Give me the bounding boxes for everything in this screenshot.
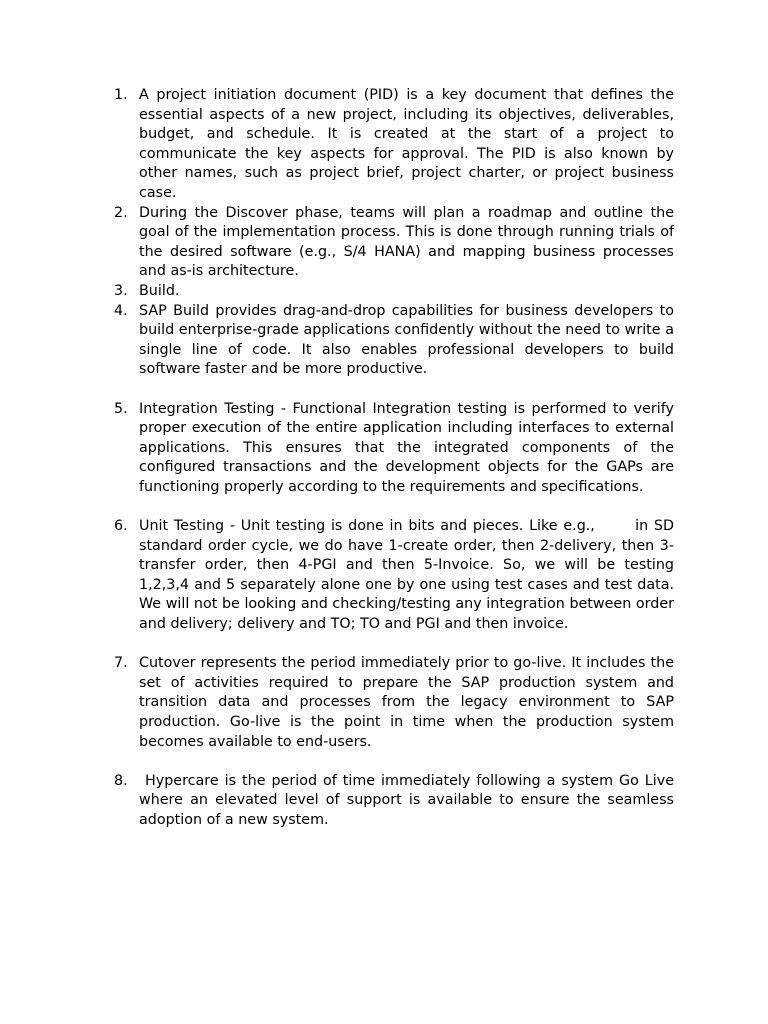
- list-item-text: Cutover represents the period immediately prior to go-live. It includes the set of activities required to prepare the SAP production system and transition data and processes from the legacy environment to SAP production. Go-live is the point in time when the production system becomes available to end-users.: [139, 655, 679, 750]
- list-item: [114, 772, 679, 831]
- list-item-text: Build.: [139, 282, 180, 299]
- paragraph-spacer: [114, 752, 674, 772]
- list-item: [114, 654, 679, 752]
- list-item-text: During the Discover phase, teams will plan a roadmap and outline the goal of the implementation process. This is done through running trials of the desired software (e.g., S/4 HANA) and mapping business processes and as-is architecture.: [139, 204, 679, 280]
- list-item-number: 8.: [114, 772, 128, 789]
- list-item: [114, 282, 674, 302]
- list-item-number: 1.: [114, 87, 128, 103]
- list-item-text: A project initiation document (PID) is a key document that defines the essential aspects of a new project, including its objectives, deliverables, budget, and schedule. It is created at the start of a project to communicate the key aspects for approval. The PID is also known by other names, such as project brief, project charter, or project business case.: [139, 87, 679, 201]
- list-item-number: 2.: [114, 204, 128, 221]
- list-item-number: 6.: [114, 518, 128, 535]
- numbered-list: [114, 86, 679, 831]
- list-item-text: SAP Build provides drag-and-drop capabilities for business developers to build enterprise-grade applications confidently without the need to write a single line of code. It also enables professional developers to build software faster and be more productive.: [139, 302, 679, 378]
- paragraph-spacer: [114, 380, 674, 400]
- paragraph-spacer: [114, 497, 674, 517]
- list-item-number: 4.: [114, 302, 128, 319]
- list-item-number: 5.: [114, 400, 128, 417]
- list-item-text: Hypercare is the period of time immediately following a system Go Live where an elevated level of support is available to ensure the seamless adoption of a new system.: [139, 772, 679, 828]
- list-item-number: 3.: [114, 282, 128, 299]
- list-item: [114, 302, 679, 380]
- list-item-number: 7.: [114, 655, 128, 672]
- list-item: [114, 204, 679, 282]
- list-item-text: Unit Testing - Unit testing is done in bits and pieces. Like e.g., in SD standard order cycle, we do have 1-create order, then 2-delivery, then 3-transfer order, then 4-PGI and then 5-Invoice. So, we will be testing 1,2,3,4 and 5 separately alone one by one using test cases and test data. We will not be looking and checking/testing any integration between order and delivery; delivery and TO; TO and PGI and then invoice.: [139, 518, 679, 633]
- list-item: [114, 86, 679, 204]
- list-item-text: Integration Testing - Functional Integration testing is performed to verify proper execution of the entire application including interfaces to external applications. This ensures that the integrated components of the configured transactions and the development objects for the GAPs are functioning properly according to the requirements and specifications.: [139, 400, 679, 495]
- paragraph-spacer: [114, 635, 674, 655]
- list-item: [114, 517, 679, 635]
- list-item: [114, 400, 679, 498]
